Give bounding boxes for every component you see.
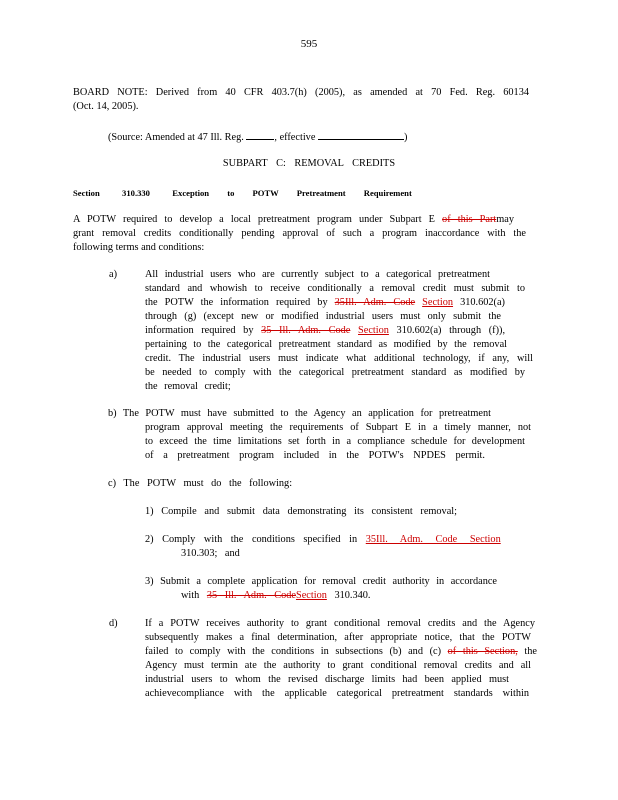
deleted-text: of this Part — [442, 214, 497, 225]
source-middle: , effective — [274, 132, 316, 143]
item-a-label: a) — [109, 269, 117, 280]
item-a-text: information required by — [145, 325, 254, 336]
item-d-line-5: industrial users to whom the revised discharge limits had been applied must — [145, 674, 509, 685]
item-a-line-5 — [145, 324, 505, 338]
item-a-line-9: the removal credit; — [145, 381, 231, 392]
board-note-line-1: BOARD NOTE: Derived from 40 CFR 403.7(h) (2005), as amended at 70 Fed. Reg. 60134 — [73, 87, 529, 98]
intro-line-1 — [73, 213, 514, 227]
source-suffix: ) — [403, 132, 408, 143]
item-c-text: with — [181, 590, 200, 601]
item-b-line-4: of a pretreatment program included in the POTW's NPDES permit. — [145, 450, 485, 461]
item-c-sub-1: 1) Compile and submit data demonstrating its consistent removal; — [145, 506, 457, 517]
item-a-line-8: be needed to comply with the categorical pretreatment standard as modified by — [145, 367, 525, 378]
source-blank-date — [318, 129, 404, 140]
subpart-heading: SUBPART C: REMOVAL CREDITS — [222, 158, 396, 169]
section-label: Section — [73, 188, 100, 198]
item-c-text: 310.340. — [334, 590, 371, 601]
intro-text: may — [496, 214, 514, 225]
item-b-line-1: b) The POTW must have submitted to the Agency an application for pretreatment — [108, 408, 491, 419]
inserted-text: Section — [422, 297, 454, 308]
item-d-text: the — [524, 646, 538, 657]
source-prefix: (Source: Amended at 47 Ill. Reg. — [108, 132, 244, 143]
item-c-line-1: c) The POTW must do the following: — [108, 478, 293, 489]
inserted-text: Section — [358, 325, 389, 336]
section-number: 310.330 — [122, 188, 150, 198]
item-c-sub-3-line-2 — [181, 589, 371, 603]
page-number: 595 — [300, 38, 318, 50]
deleted-text: 35Ill. Adm. Code — [334, 297, 416, 308]
item-a-text: the POTW the information required by — [145, 297, 328, 308]
item-d-line-3 — [145, 645, 537, 659]
item-a-text: 310.602(a) — [460, 297, 505, 308]
item-c-text: 2) Comply with the conditions specified in — [145, 534, 358, 545]
item-a-line-6: pertaining to the categorical pretreatment standard as modified by the removal — [145, 339, 507, 350]
intro-line-2: grant removal credits conditionally pending approval of such a program inaccordance with the — [73, 228, 526, 239]
item-c-sub-2-line-1 — [145, 533, 501, 547]
inserted-text: Section — [295, 590, 327, 601]
item-d-label: d) — [109, 618, 118, 629]
item-d-line-4: Agency must termin ate the authority to grant conditional removal credits and all — [145, 660, 531, 671]
item-a-line-3 — [145, 296, 505, 310]
section-heading — [73, 186, 412, 200]
inserted-text: 35Ill. Adm. Code Section — [365, 534, 501, 545]
item-a-line-7: credit. The industrial users must indicate what additional technology, if any, will — [145, 353, 533, 364]
item-a-line-4: through (g) (except new or modified industrial users must only submit the — [145, 311, 501, 322]
item-c-sub-3-line-1: 3) Submit a complete application for removal credit authority in accordance — [145, 576, 497, 587]
deleted-text: 35 Ill. Adm. Code — [206, 590, 296, 601]
item-d-line-1: If a POTW receives authority to grant conditional removal credits and the Agency — [145, 618, 535, 629]
item-d-line-6: achievecompliance with the applicable categorical pretreatment standards within — [145, 688, 529, 699]
item-a-text: 310.602(a) through (f)), — [396, 325, 506, 336]
item-d-line-2: subsequently makes a final determination, after appropriate notice, that the POTW — [145, 632, 531, 643]
board-note-line-2: (Oct. 14, 2005). — [73, 101, 139, 112]
intro-line-3: following terms and conditions: — [73, 242, 205, 253]
item-d-text: failed to comply with the conditions in subsections (b) and (c) — [145, 646, 442, 657]
item-c-sub-2-line-2: 310.303; and — [181, 548, 240, 559]
section-title: Exception to POTW Pretreatment Requirement — [172, 188, 412, 198]
source-blank-register — [246, 129, 274, 140]
item-b-line-3: to exceed the time limitations set forth in a compliance schedule for development — [145, 436, 525, 447]
deleted-text: of this Section, — [447, 646, 518, 657]
deleted-text: 35 Ill. Adm. Code — [261, 325, 351, 336]
item-b-line-2: program approval meeting the requirements of Subpart E in a timely manner, not — [145, 422, 531, 433]
item-a-line-2: standard and whowish to receive conditionally a removal credit must submit to — [145, 283, 525, 294]
source-note — [108, 129, 407, 145]
intro-text: A POTW required to develop a local pretreatment program under Subpart E — [73, 214, 435, 225]
item-a-line-1: All industrial users who are currently subject to a categorical pretreatment — [145, 269, 490, 280]
